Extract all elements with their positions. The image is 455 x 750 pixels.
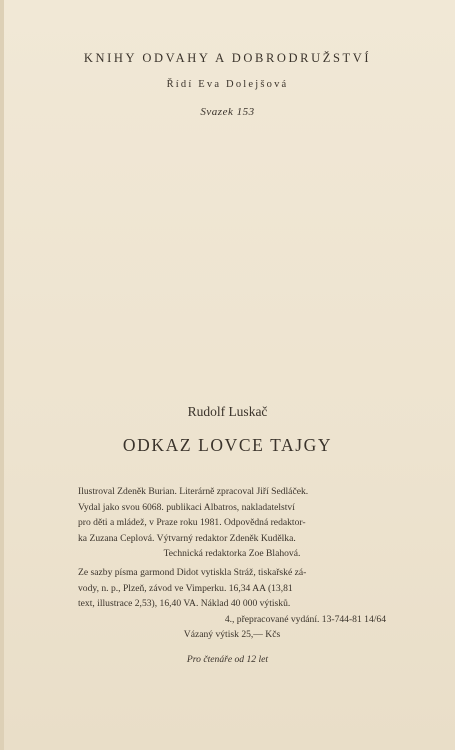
reader-age-line: Pro čtenáře od 12 let [186, 654, 269, 665]
imprint-price-line: Vázaný výtisk 25,— Kčs [183, 629, 281, 640]
imprint-line: vody, n. p., Plzeň, závod ve Vimperku. 16,34 AA (13,81 [78, 582, 293, 594]
imprint-credits [78, 484, 386, 562]
imprint-line: ka Zuzana Ceplová. Výtvarný redaktor Zdeněk Kudělka. [78, 532, 296, 544]
book-title: ODKAZ LOVCE TAJGY [122, 435, 333, 455]
volume-number: Svazek 153 [200, 106, 255, 118]
imprint-line: Ze sazby písma garmond Didot vytiskla Stráž, tiskařské zá- [78, 567, 307, 578]
imprint-line: Technická redaktorka Zoe Blahová. [163, 548, 301, 559]
imprint-line: text, illustrace 2,53), 16,40 VA. Náklad 40 000 výtisků. [78, 598, 291, 609]
imprint-line: Ilustroval Zdeněk Burian. Literárně zpracoval Jiří Sedláček. [78, 486, 309, 497]
series-title: KNIHY ODVAHY A DOBRODRUŽSTVÍ [83, 51, 372, 65]
imprint-line: 4., přepracované vydání. 13-744-81 14/64 [224, 613, 386, 625]
imprint-line: pro děti a mládež, v Praze roku 1981. Odpovědná redaktor- [78, 517, 306, 528]
author-name: Rudolf Luskač [187, 404, 268, 419]
imprint-line: Vydal jako svou 6068. publikaci Albatros, nakladatelství [78, 501, 295, 513]
imprint-printing [78, 565, 386, 643]
series-editor: Řídí Eva Dolejšová [166, 79, 289, 90]
